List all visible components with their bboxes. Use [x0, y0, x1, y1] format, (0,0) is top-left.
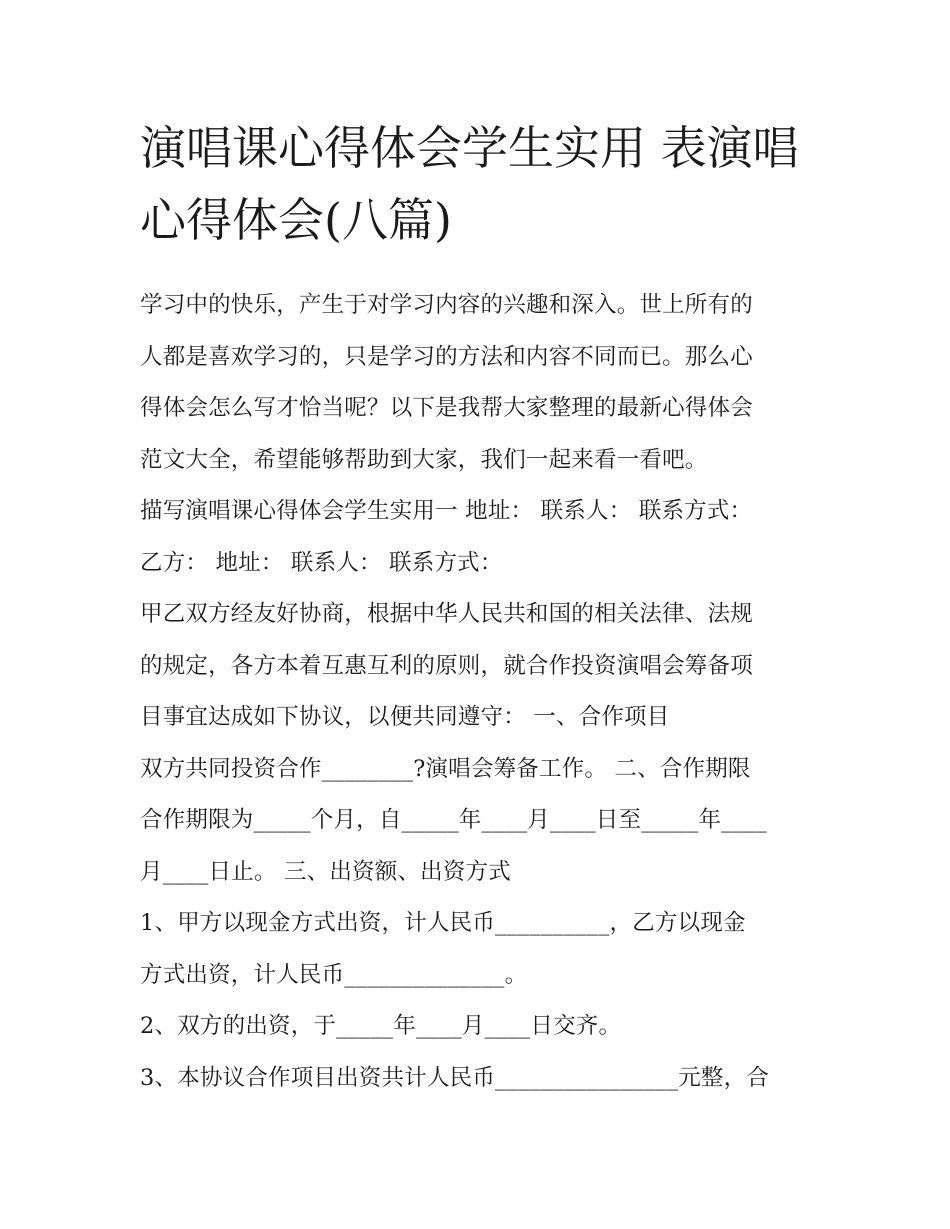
body-line: 合作期限为_____个月，自_____年____月____日至_____年____	[140, 807, 767, 833]
body-line: 2、双方的出资，于_____年____月____日交齐。	[140, 1013, 622, 1039]
body-line: 人都是喜欢学习的，只是学习的方法和内容不同而已。那么心	[140, 343, 753, 370]
body-line: 范文大全，希望能够帮助到大家，我们一起来看一看吧。	[140, 446, 708, 473]
document-body	[140, 280, 840, 1104]
body-line: 得体会怎么写才恰当呢？以下是我帮大家整理的最新心得体会	[140, 395, 753, 421]
body-line: 乙方： 地址： 联系人： 联系方式：	[140, 549, 503, 576]
body-line: 描写演唱课心得体会学生实用一 地址： 联系人： 联系方式：	[140, 498, 753, 524]
body-line: 的规定，各方本着互惠互利的原则，就合作投资演唱会筹备项	[140, 652, 753, 679]
document-title: 演唱课心得体会学生实用 表演唱心得体会(八篇)	[140, 121, 799, 247]
body-line: 双方共同投资合作________?演唱会筹备工作。 二、合作期限	[140, 755, 751, 782]
body-line: 月____日止。 三、出资额、出资方式	[140, 858, 511, 885]
body-line: 学习中的快乐，产生于对学习内容的兴趣和深入。世上所有的	[140, 292, 753, 318]
body-line: 3、本协议合作项目出资共计人民币________________元整，合	[140, 1064, 770, 1091]
body-line: 方式出资，计人民币______________。	[140, 961, 528, 988]
body-line: 1、甲方以现金方式出资，计人民币__________，乙方以现金	[140, 910, 746, 936]
body-line: 目事宜达成如下协议，以便共同遵守： 一、合作项目	[140, 704, 670, 730]
body-line: 甲乙双方经友好协商，根据中华人民共和国的相关法律、法规	[140, 601, 753, 627]
